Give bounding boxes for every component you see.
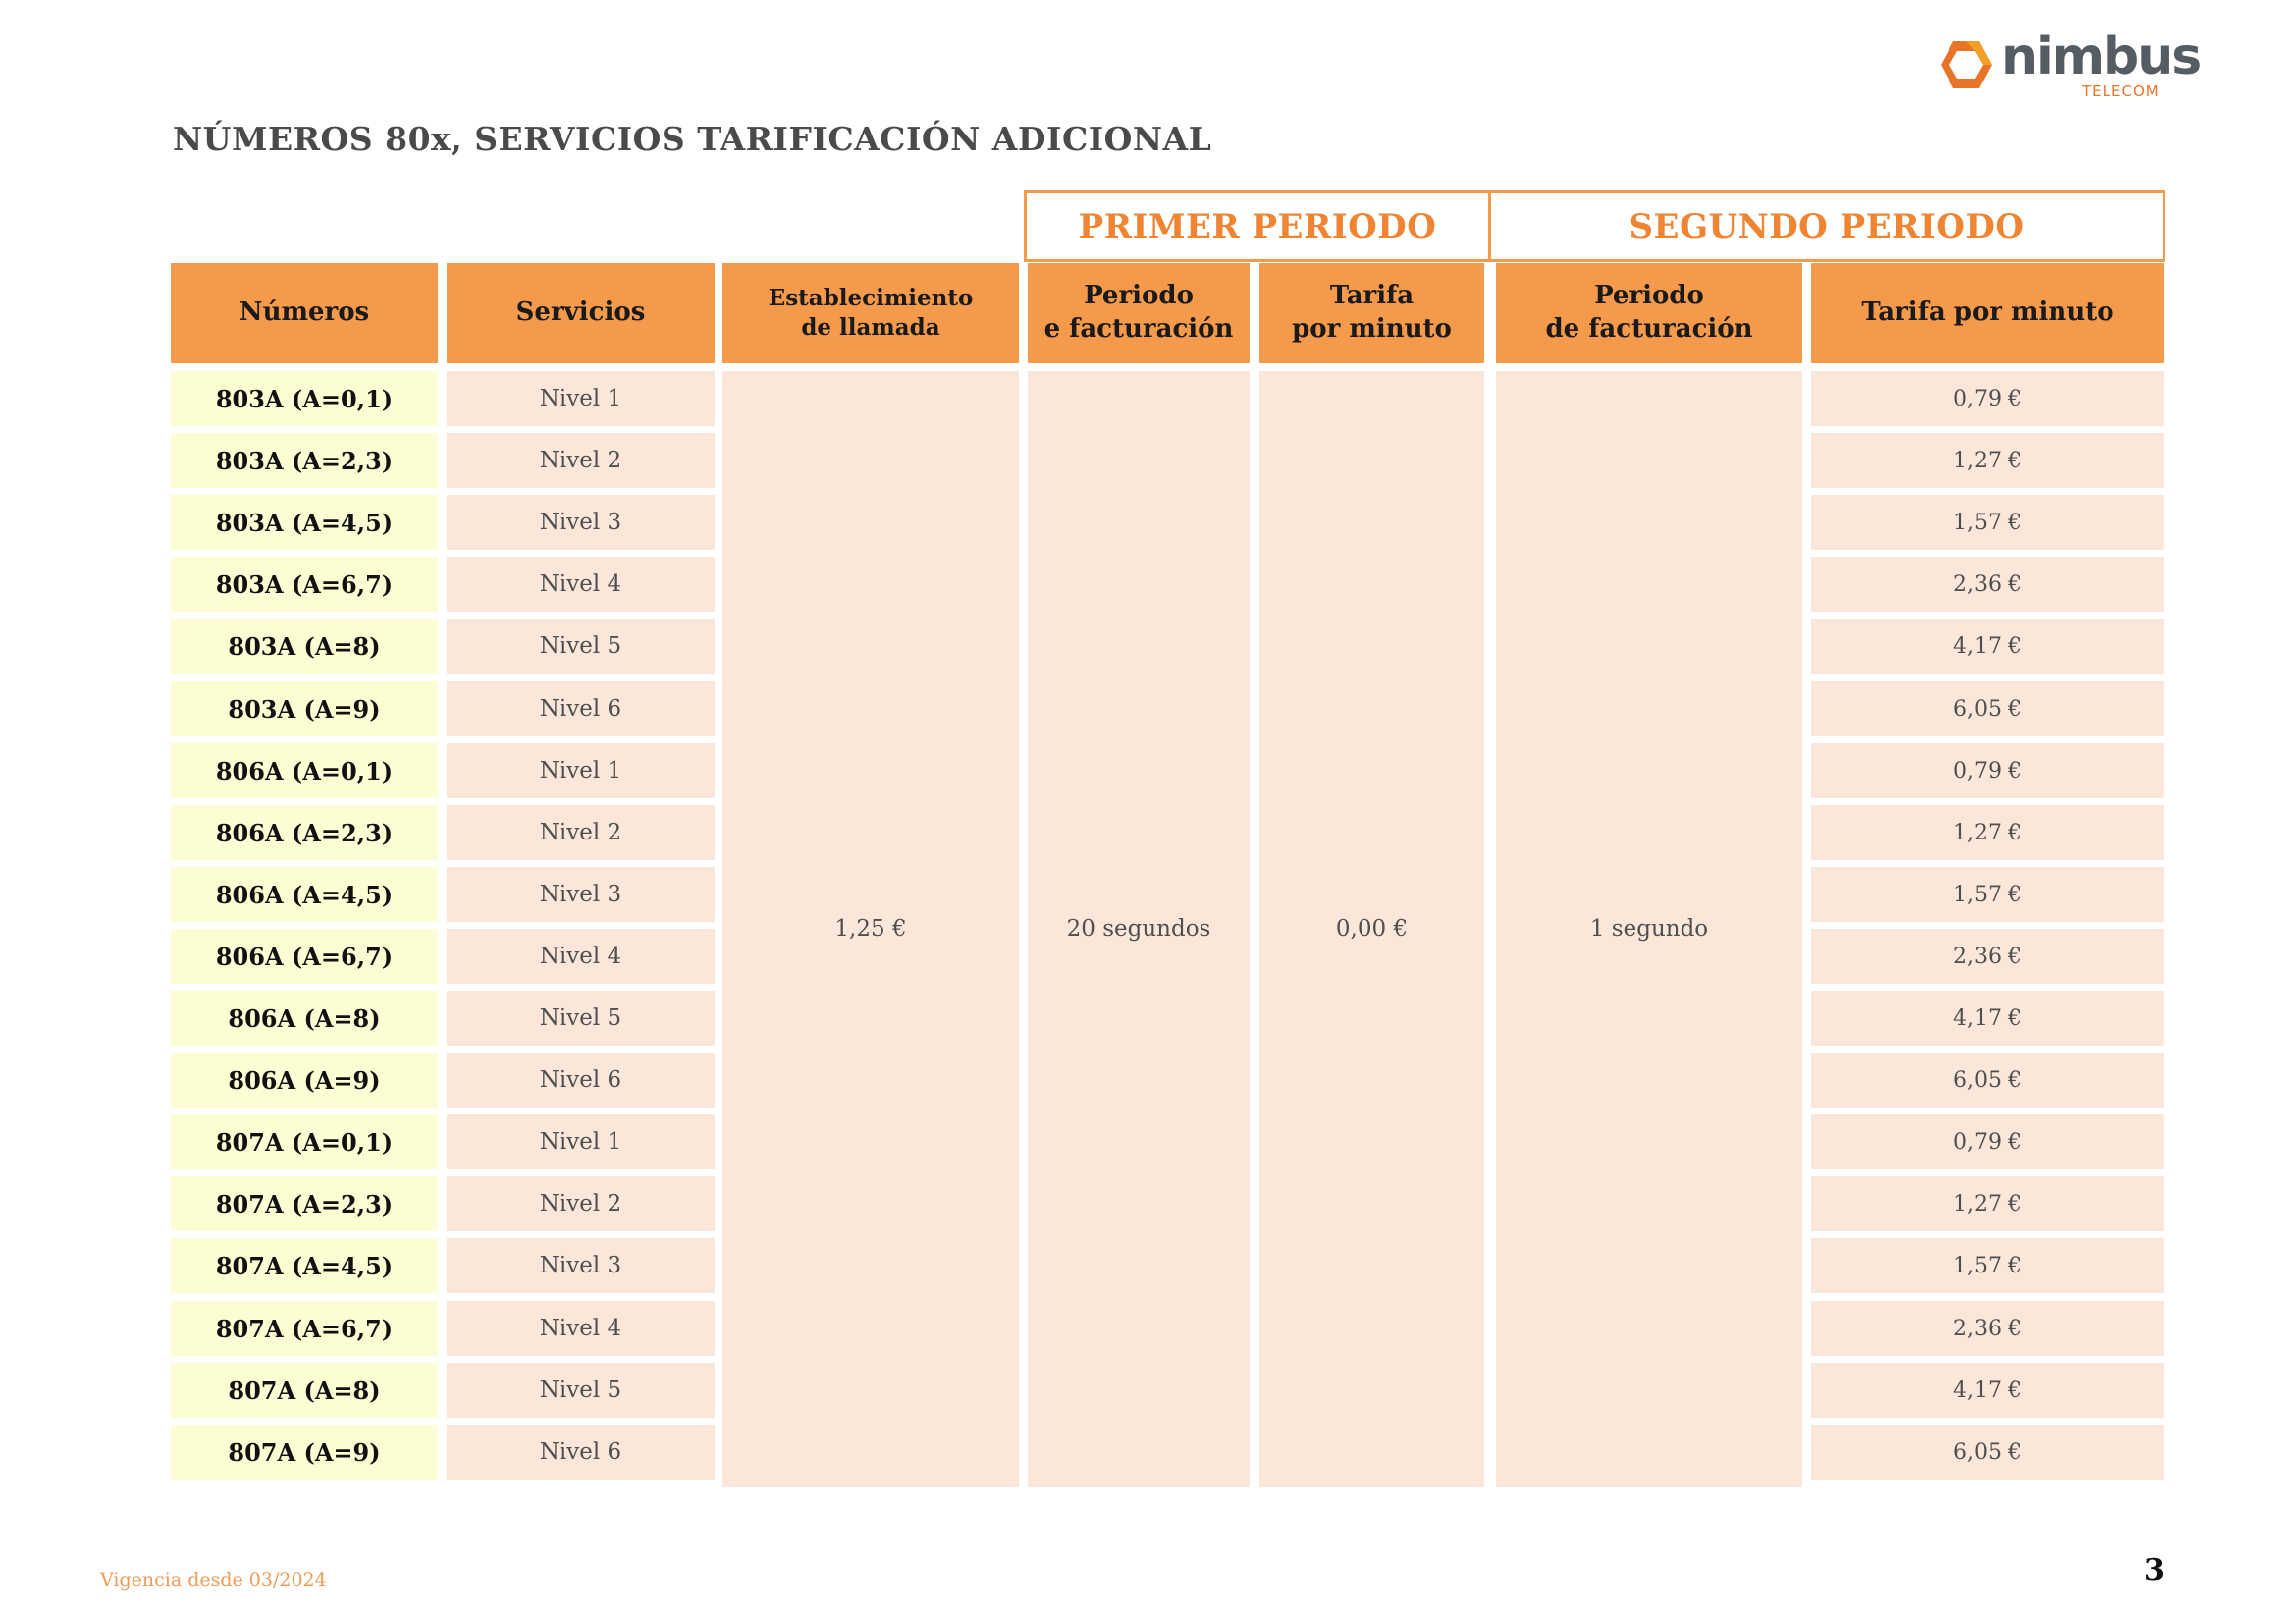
validity-note: Vigencia desde 03/2024 <box>100 1569 327 1591</box>
numero-cell: 803A (A=0,1) <box>171 371 438 426</box>
servicio-cell: Nivel 3 <box>447 495 715 550</box>
numero-cell: 803A (A=9) <box>171 681 438 736</box>
servicio-cell: Nivel 4 <box>447 557 715 612</box>
tarifa-cell: 4,17 € <box>1811 619 2164 674</box>
tarifa-cell: 2,36 € <box>1811 557 2164 612</box>
servicio-cell: Nivel 3 <box>447 867 715 922</box>
tarifa-cell: 4,17 € <box>1811 1363 2164 1418</box>
servicio-cell: Nivel 1 <box>447 743 715 798</box>
numero-cell: 806A (A=2,3) <box>171 805 438 860</box>
tarifa-cell: 1,57 € <box>1811 495 2164 550</box>
tarifa-cell: 6,05 € <box>1811 1053 2164 1108</box>
tarifa-cell: 1,57 € <box>1811 1238 2164 1293</box>
tarifa-cell: 0,79 € <box>1811 1114 2164 1169</box>
col-header-tarifa-2: Tarifa por minuto <box>1811 263 2164 363</box>
tarifa-cell: 0,79 € <box>1811 371 2164 426</box>
tarifa-cell: 6,05 € <box>1811 1425 2164 1480</box>
servicio-cell: Nivel 1 <box>447 371 715 426</box>
servicio-cell: Nivel 6 <box>447 1425 715 1480</box>
tarifa-cell: 0,79 € <box>1811 743 2164 798</box>
numero-cell: 803A (A=4,5) <box>171 495 438 550</box>
numero-cell: 807A (A=4,5) <box>171 1238 438 1293</box>
col-header-periodo-2: Periodo de facturación <box>1496 263 1802 363</box>
servicio-cell: Nivel 1 <box>447 1114 715 1169</box>
shared-establecimiento-cell: 1,25 € <box>722 371 1019 1487</box>
servicio-cell: Nivel 3 <box>447 1238 715 1293</box>
numero-cell: 807A (A=2,3) <box>171 1176 438 1231</box>
nimbus-logo <box>1939 27 2201 106</box>
col-header-numeros: Números <box>171 263 438 363</box>
shared-periodo-2-cell: 1 segundo <box>1496 371 1802 1487</box>
tarifa-cell: 1,27 € <box>1811 1176 2164 1231</box>
tarifa-cell: 4,17 € <box>1811 991 2164 1046</box>
logo-wordmark: nimbus <box>2002 27 2201 86</box>
tarifa-cell: 6,05 € <box>1811 681 2164 736</box>
numero-cell: 807A (A=0,1) <box>171 1114 438 1169</box>
page-number: 3 <box>2144 1553 2164 1588</box>
servicio-cell: Nivel 5 <box>447 619 715 674</box>
servicio-cell: Nivel 2 <box>447 805 715 860</box>
numero-cell: 807A (A=9) <box>171 1425 438 1480</box>
col-header-tarifa-1: Tarifa por minuto <box>1259 263 1484 363</box>
col-header-establecimiento: Establecimiento de llamada <box>722 263 1019 363</box>
numero-cell: 807A (A=8) <box>171 1363 438 1418</box>
col-header-periodo-1: Periodo e facturación <box>1028 263 1250 363</box>
second-period-header: SEGUNDO PERIODO <box>1488 190 2165 262</box>
first-period-header: PRIMER PERIODO <box>1024 190 1491 262</box>
tarifa-cell: 1,27 € <box>1811 433 2164 488</box>
numero-cell: 806A (A=9) <box>171 1053 438 1108</box>
numero-cell: 807A (A=6,7) <box>171 1301 438 1356</box>
servicio-cell: Nivel 6 <box>447 1053 715 1108</box>
numero-cell: 806A (A=0,1) <box>171 743 438 798</box>
page-title: NÚMEROS 80x, SERVICIOS TARIFICACIÓN ADICIONAL <box>173 120 1212 158</box>
logo-subtitle: TELECOM <box>2082 82 2160 100</box>
shared-tarifa-1-cell: 0,00 € <box>1259 371 1484 1487</box>
tarifa-cell: 1,57 € <box>1811 867 2164 922</box>
numero-cell: 806A (A=4,5) <box>171 867 438 922</box>
servicio-cell: Nivel 5 <box>447 1363 715 1418</box>
servicio-cell: Nivel 5 <box>447 991 715 1046</box>
shared-periodo-1-cell: 20 segundos <box>1028 371 1250 1487</box>
numero-cell: 803A (A=6,7) <box>171 557 438 612</box>
servicio-cell: Nivel 6 <box>447 681 715 736</box>
numero-cell: 803A (A=8) <box>171 619 438 674</box>
servicio-cell: Nivel 2 <box>447 433 715 488</box>
col-header-servicios: Servicios <box>447 263 715 363</box>
numero-cell: 806A (A=6,7) <box>171 929 438 984</box>
numero-cell: 806A (A=8) <box>171 991 438 1046</box>
hexagon-logo-icon <box>1939 37 1994 92</box>
servicio-cell: Nivel 2 <box>447 1176 715 1231</box>
servicio-cell: Nivel 4 <box>447 1301 715 1356</box>
tarifa-cell: 2,36 € <box>1811 929 2164 984</box>
numero-cell: 803A (A=2,3) <box>171 433 438 488</box>
tarifa-cell: 1,27 € <box>1811 805 2164 860</box>
servicio-cell: Nivel 4 <box>447 929 715 984</box>
tarifa-cell: 2,36 € <box>1811 1301 2164 1356</box>
